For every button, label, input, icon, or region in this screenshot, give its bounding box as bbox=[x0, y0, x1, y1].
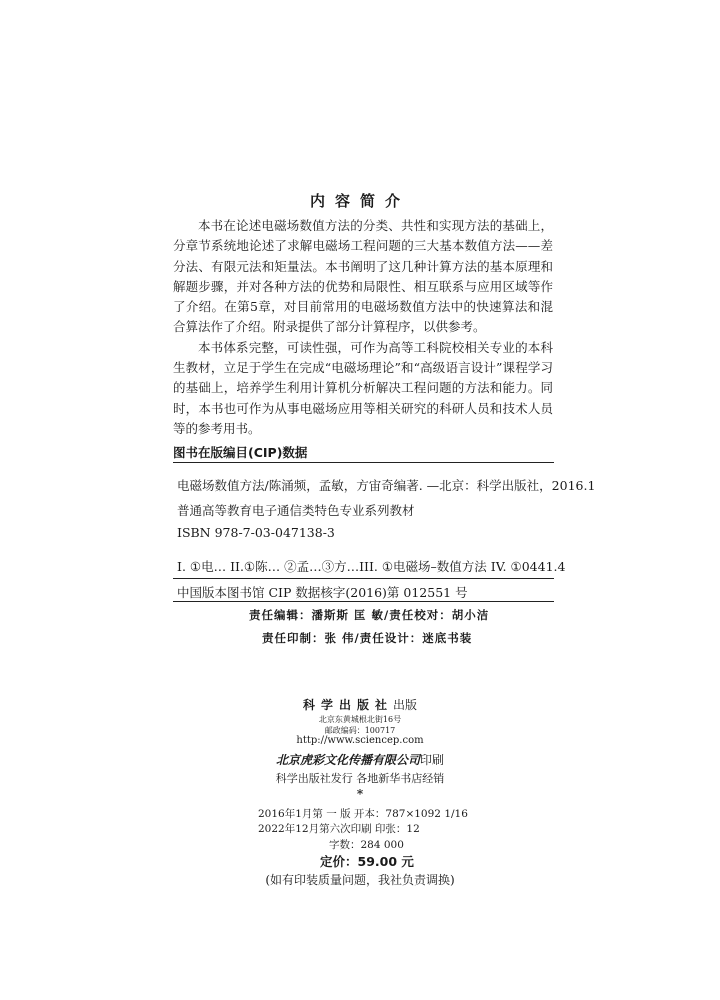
edition-format-line: 2016年1月第 一 版 开本：787×1092 1/16 bbox=[258, 808, 468, 820]
quality-note: (如有印装质量问题，我社负责调换) bbox=[265, 873, 455, 887]
price-line: 定价：59.00 元 bbox=[320, 854, 414, 869]
publisher-name-line bbox=[0, 696, 720, 713]
publisher-url: http://www.sciencep.com bbox=[296, 735, 424, 746]
distribution-line: 科学出版社发行 各地新华书店经销 bbox=[275, 772, 445, 785]
cip-data-box bbox=[173, 462, 596, 602]
staff-editors-line: 责任编辑：潘斯斯 匡 敏/责任校对：胡小洁 bbox=[249, 608, 490, 622]
cip-title-line: 电磁场数值方法/陈涌频，孟敏，方宙奇编著. —北京：科学出版社，2016.1 bbox=[177, 478, 596, 493]
printer-line bbox=[0, 751, 720, 768]
printer-suffix: 印刷 bbox=[420, 753, 445, 767]
staff-production-line: 责任印制：张 伟/责任设计：迷底书装 bbox=[262, 631, 473, 645]
publisher-name: 科学出版社 bbox=[302, 698, 393, 712]
star-separator: * bbox=[356, 787, 364, 801]
cip-divider bbox=[173, 578, 554, 579]
publisher-zip: 邮政编码：100717 bbox=[324, 726, 396, 735]
cip-series-line: 普通高等教育电子通信类特色专业系列教材 bbox=[177, 503, 415, 518]
publisher-name-suffix: 出版 bbox=[393, 698, 418, 712]
intro-paragraph-2: 本书体系完整，可读性强，可作为高等工科院校相关专业的本科生教材，立足于学生在完成“电磁场理论”和“高级语言设计”课程学习的基础上，培养学生利用计算机分析解决工程问题的方法和能力。同时，本书也可作为从事电磁场应用等相关研究的科研人员和技术人员等的参考用书。 bbox=[173, 339, 553, 436]
printing-sheets-line: 2022年12月第六次印刷 印张：12 bbox=[258, 823, 420, 835]
word-count-line: 字数：284 000 bbox=[329, 839, 404, 851]
cip-number-line: 中国版本图书馆 CIP 数据核字(2016)第 012551 号 bbox=[177, 585, 468, 600]
publisher-address: 北京东黄城根北街16号 bbox=[318, 715, 402, 724]
intro-paragraph-1: 本书在论述电磁场数值方法的分类、共性和实现方法的基础上，分章节系统地论述了求解电磁场工程问题的三大基本数值方法——差分法、有限元法和矩量法。本书阐明了这几种计算方法的基本原理和解题步骤，并对各种方法的优势和局限性、相互联系与应用区域等作了介绍。在第5章，对目前常用的电磁场数值方法中的快速算法和混合算法作了介绍。附录提供了部分计算程序，以供参考。 bbox=[173, 218, 553, 335]
intro-body bbox=[173, 216, 553, 439]
cip-isbn-line: ISBN 978-7-03-047138-3 bbox=[177, 525, 335, 540]
printer-name: 北京虎彩文化传播有限公司 bbox=[275, 753, 420, 767]
cip-classification-line: I. ①电… II.①陈… ②孟…③方…III. ①电磁场–数值方法 IV. ①0441.4 bbox=[177, 559, 566, 574]
intro-title: 内容简介 bbox=[309, 192, 410, 210]
cip-header: 图书在版编目(CIP)数据 bbox=[173, 445, 308, 460]
